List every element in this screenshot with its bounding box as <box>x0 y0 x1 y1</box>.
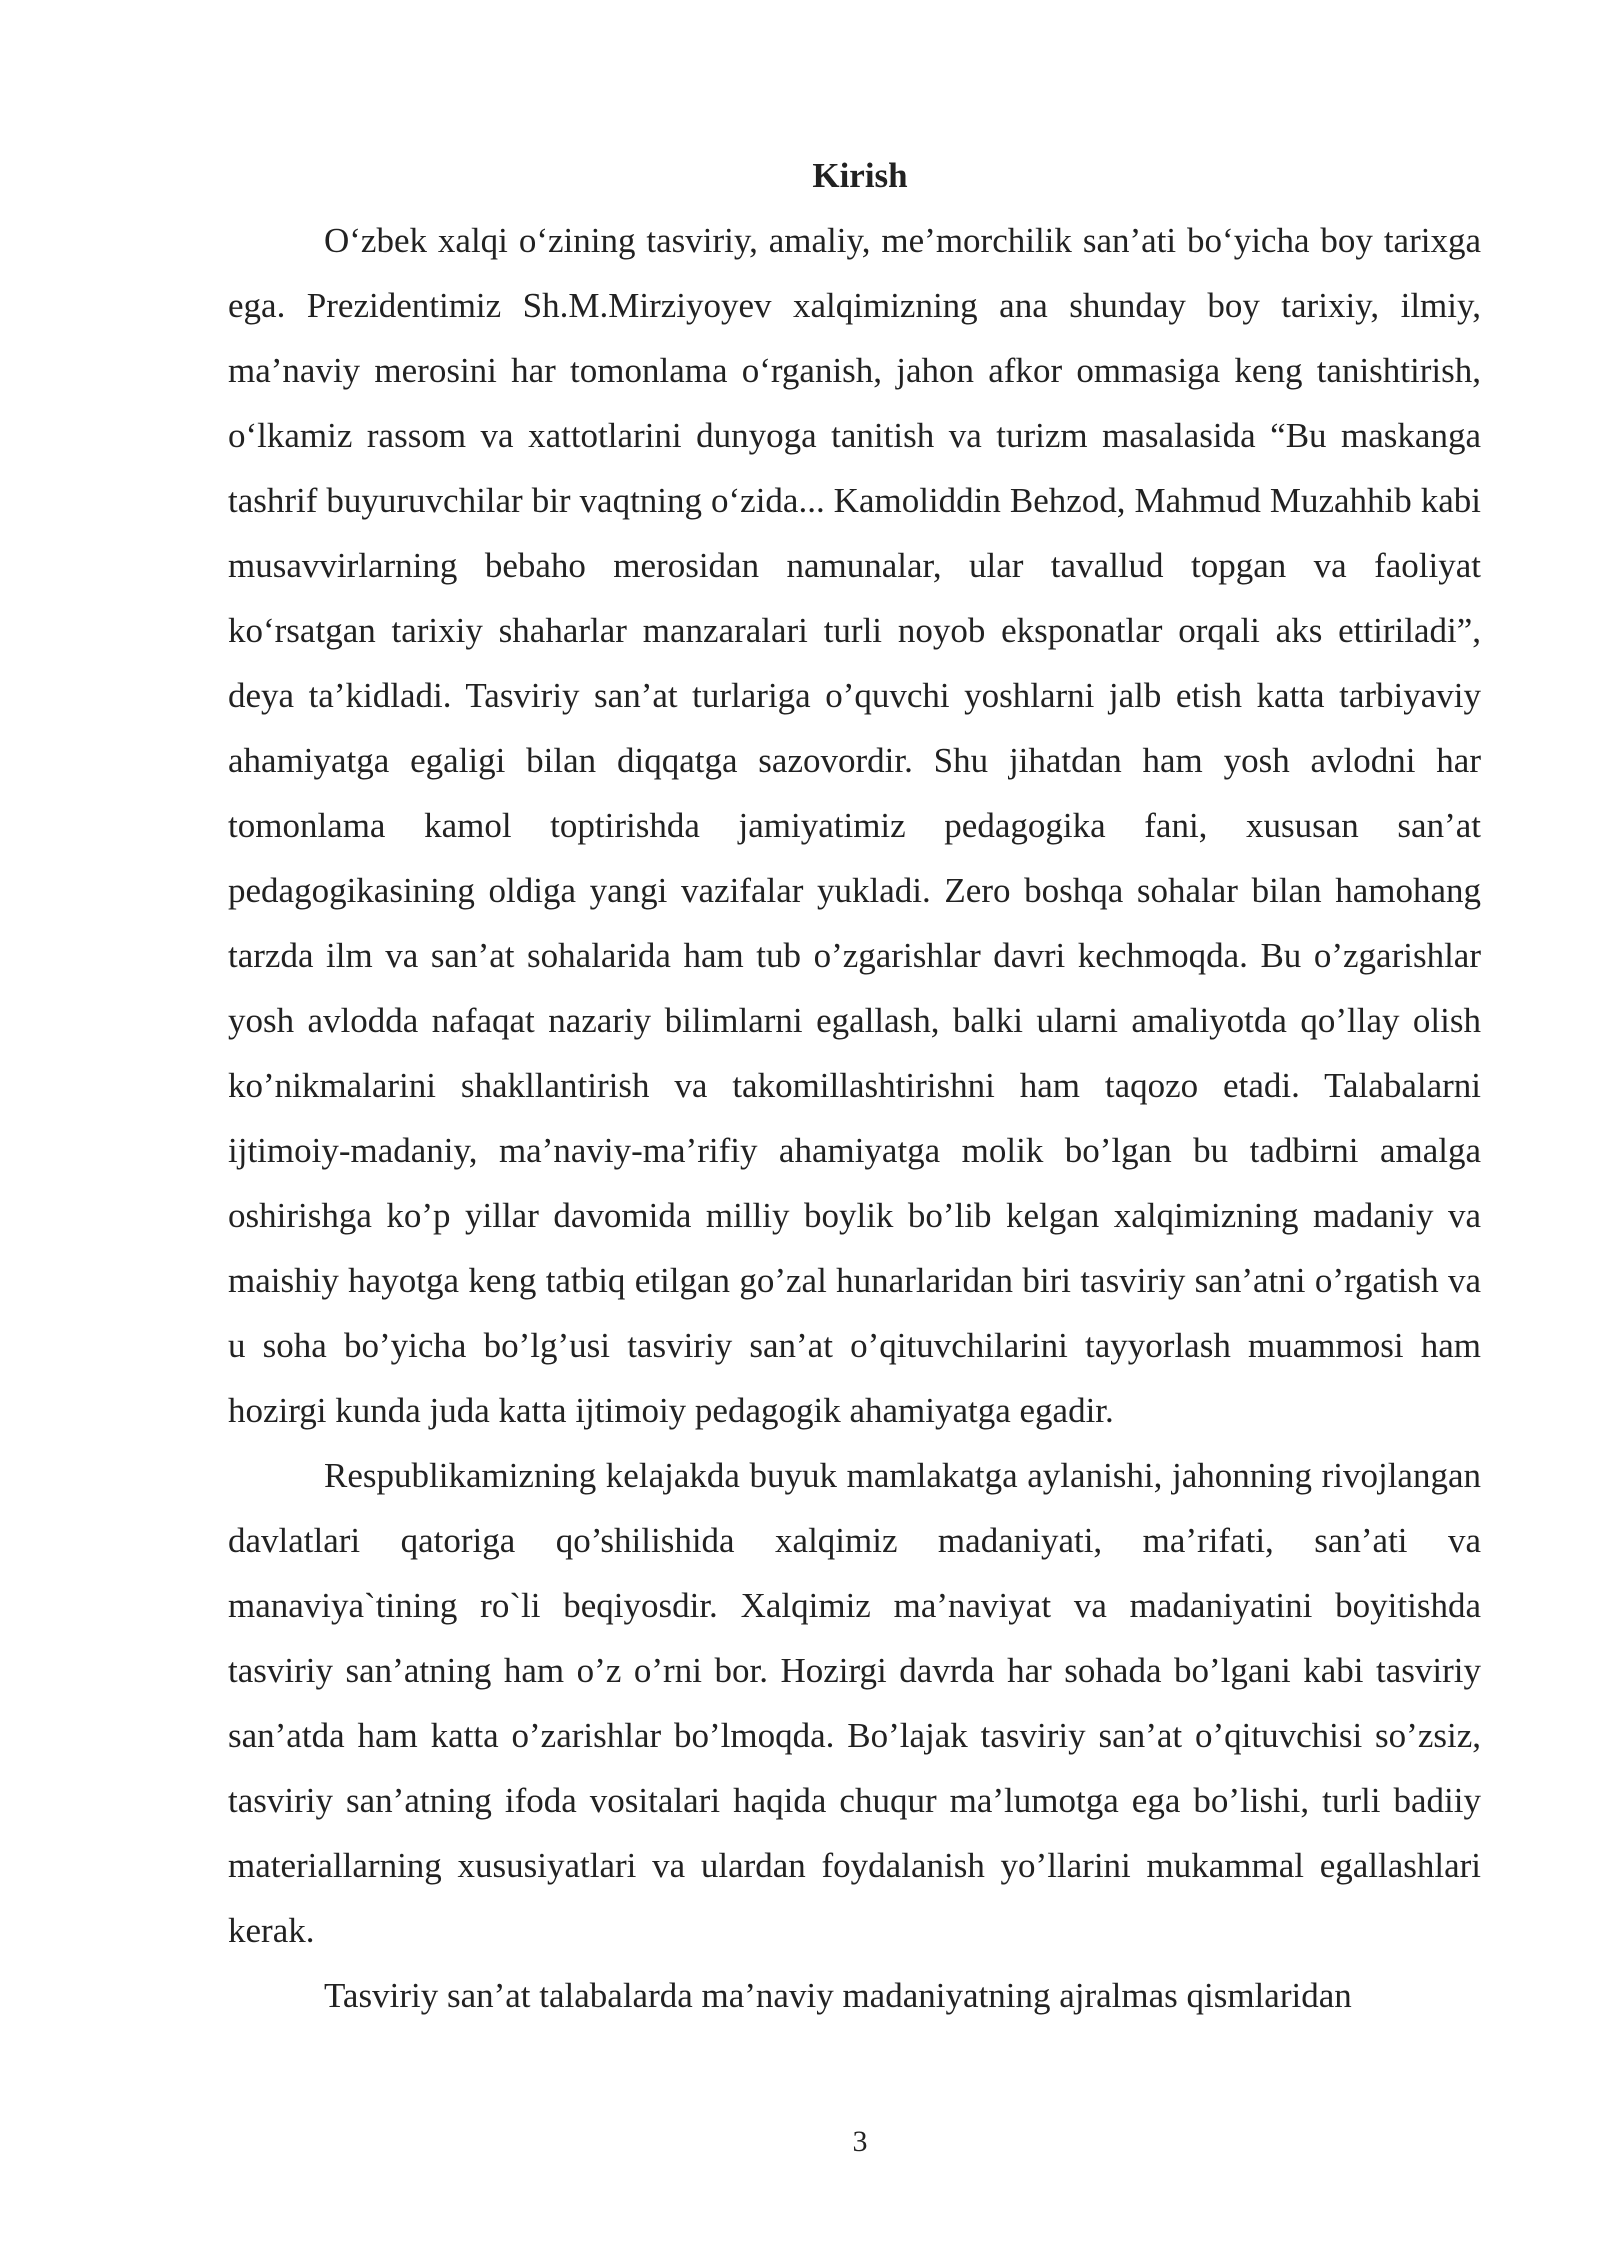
page-number: 3 <box>852 2125 868 2158</box>
paragraph-2: Respublikamizning kelajakda buyuk mamlakatga aylanishi, jahonning rivojlangan davlatlari qatoriga qo’shilishida xalqimiz madaniyati, ma’rifati, san’ati va manaviya`tining ro`li beqiyosdir. Xalqimiz ma’naviyat va madaniyatini boyitishda tasviriy san’atning ham o’z o’rni bor. Hozirgi davrda har sohada bo’lgani kabi tasviriy san’atda ham katta o’zarishlar bo’lmoqda. Bo’lajak tasviriy san’at o’qituvchisi so’zsiz, tasviriy san’atning ifoda vositalari haqida chuqur ma’lumotga ega bo’lishi, turli badiiy materiallarning xususiyatlari va ulardan foydalanish yo’llarini mukammal egallashlari kerak. <box>228 1456 1481 1950</box>
section-heading: Kirish <box>812 156 908 195</box>
paragraph-1: O‘zbek xalqi o‘zining tasviriy, amaliy, me’morchilik san’ati bo‘yicha boy tarixga ega. Prezidentimiz Sh.M.Mirziyoyev xalqimizning ana shunday boy tarixiy, ilmiy, ma’naviy merosini har tomonlama o‘rganish, jahon afkor ommasiga keng tanishtirish, o‘lkamiz rassom va xattotlarini dunyoga tanitish va turizm masalasida “Bu maskanga tashrif buyuruvchilar bir vaqtning o‘zida... Kamoliddin Behzod, Mahmud Muzahhib kabi musavvirlarning bebaho merosidan namunalar, ular tavallud topgan va faoliyat ko‘rsatgan tarixiy shaharlar manzaralari turli noyob eksponatlar orqali aks ettiriladi”, deya ta’kidladi. Tasviriy san’at turlariga o’quvchi yoshlarni jalb etish katta tarbiyaviy ahamiyatga egaligi bilan diqqatga sazovordir. Shu jihatdan ham yosh avlodni har tomonlama kamol toptirishda jamiyatimiz pedagogika fani, xususan san’at pedagogikasining oldiga yangi vazifalar yukladi. Zero boshqa sohalar bilan hamohang tarzda ilm va san’at sohalarida ham tub o’zgarishlar davri kechmoqda. Bu o’zgarishlar yosh avlodda nafaqat nazariy bilimlarni egallash, balki ularni amaliyotda qo’llay olish ko’nikmalarini shakllantirish va takomillashtirishni ham taqozo etadi. Talabalarni ijtimoiy-madaniy, ma’naviy-ma’rifiy ahamiyatga molik bo’lgan bu tadbirni amalga oshirishga ko’p yillar davomida milliy boylik bo’lib kelgan xalqimizning madaniy va maishiy hayotga keng tatbiq etilgan go’zal hunarlaridan biri tasviriy san’atni o’rgatish va u soha bo’yicha bo’lg’usi tasviriy san’at o’qituvchilarini tayyorlash muammosi ham hozirgi kunda juda katta ijtimoiy pedagogik ahamiyatga egadir. <box>228 221 1481 1430</box>
body-text <box>228 208 1481 2028</box>
paragraph-3: Tasviriy san’at talabalarda ma’naviy madaniyatning ajralmas qismlaridan <box>324 1976 1352 2015</box>
